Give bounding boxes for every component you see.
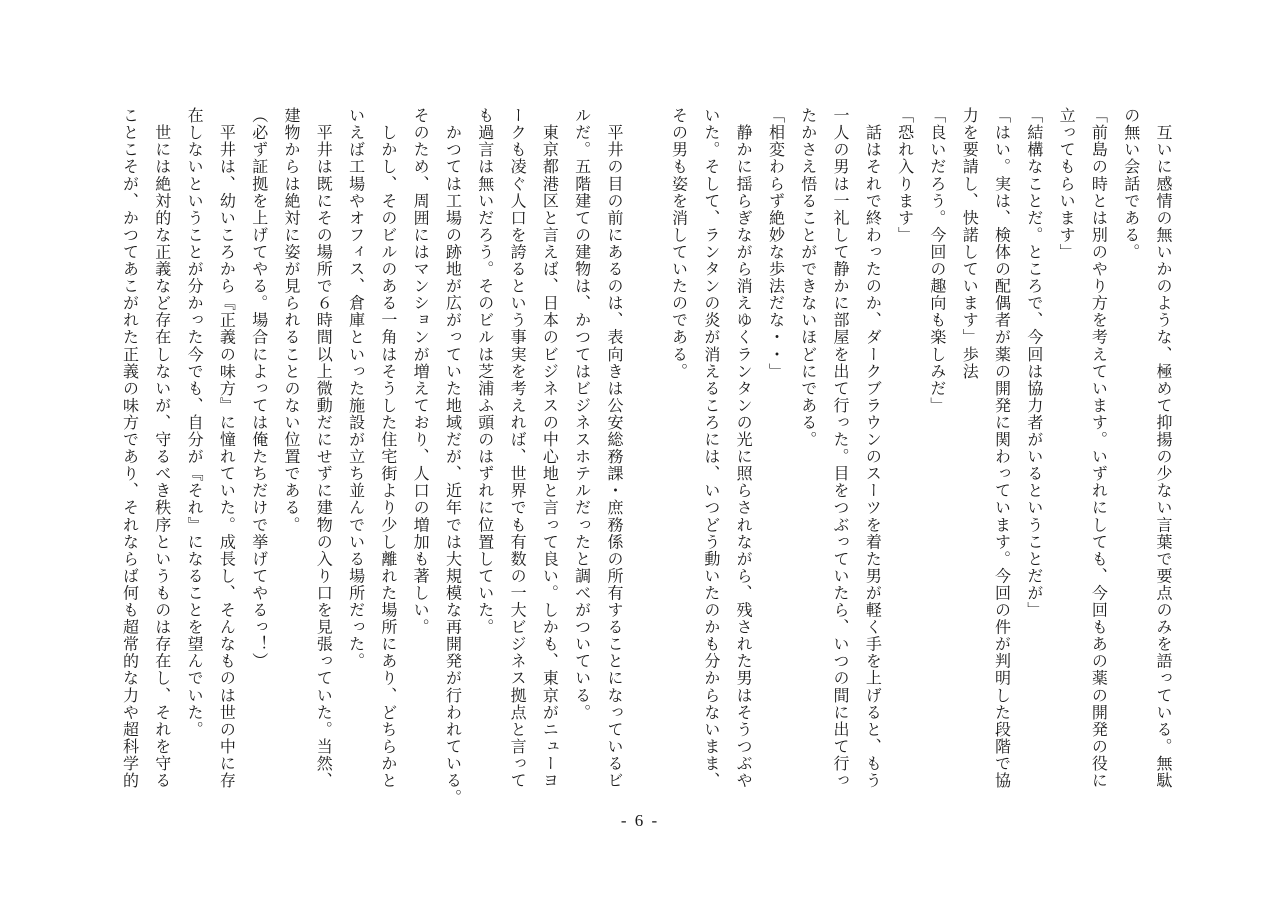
- text-line: （必ず証拠を上げてやる。場合によっては俺たちだけで挙げてやるっ！）: [249, 107, 267, 670]
- text-line: 話はそれで終わったのか、ダークブラウンのスーツを着た男が軽く手を上げると、もう: [863, 107, 881, 789]
- text-line: ことこそが、かつてあこがれた正義の味方であり、それならば何も超常的な力や超科学的: [120, 107, 138, 789]
- text-line: 平井は既にその場所で６時間以上微動だにせずに建物の入り口を見張っていた。当然、: [314, 107, 332, 789]
- text-line: 「はい。実は、検体の配偶者が薬の開発に関わっています。今回の件が判明した段階で協: [992, 107, 1010, 789]
- text-line: その男も姿を消していたのである。: [669, 107, 687, 380]
- text-line: ークも凌ぐ人口を誇るという事実を考えれば、世界でも有数の一大ビジネス拠点と言って: [508, 107, 526, 789]
- text-line: 世には絶対的な正義など存在しないが、守るべき秩序というものは存在し、それを守る: [152, 107, 170, 789]
- text-line: 力を要請し、快諾しています」歩法: [960, 107, 978, 380]
- text-line: 「良いだろう。今回の趣向も楽しみだ」: [927, 107, 945, 414]
- page-number: - 6 -: [620, 811, 660, 830]
- text-line: の無い会話である。: [1121, 107, 1139, 261]
- text-line: ルだ。五階建ての建物は、かつてはビジネスホテルだったと調べがついている。: [572, 107, 590, 721]
- text-line: 静かに揺らぎながら消えゆくランタンの光に照らされながら、残された男はそうつぶや: [734, 107, 752, 789]
- text-line-blank: [629, 107, 661, 797]
- text-line: 平井の目の前にあるのは、表向きは公安総務課・庶務係の所有することになっているビ: [604, 107, 622, 789]
- vertical-text-block: [112, 107, 1178, 807]
- text-line: かつては工場の跡地が広がっていた地域だが、近年では大規模な再開発が行われている。: [443, 107, 461, 807]
- text-line: 「相変わらず絶妙な歩法だな・・」: [766, 107, 784, 380]
- text-line: 平井は、幼いころから『正義の味方』に憧れていた。成長し、そんなものは世の中に存: [217, 107, 235, 789]
- text-line: 建物からは絶対に姿が見られることのない位置である。: [281, 107, 299, 534]
- text-line: 立ってもらいます」: [1057, 107, 1075, 261]
- text-line: そのため、周囲にはマンションが増えており、人口の増加も著しい。: [411, 107, 429, 636]
- text-line: 在しないということが分かった今でも、自分が『それ』になることを望んでいた。: [185, 107, 203, 738]
- text-line: 「恐れ入ります」: [895, 107, 913, 244]
- text-line: 「結構なことだ。ところで、今回は協力者がいるということだが」: [1024, 107, 1042, 619]
- text-line: 互いに感情の無いかのような、極めて抑揚の少ない言葉で要点のみを語っている。無駄: [1154, 107, 1171, 789]
- text-line: も過言は無いだろう。そのビルは芝浦ふ頭のはずれに位置していた。: [475, 107, 493, 636]
- text-line: いえば工場やオフィス、倉庫といった施設が立ち並んでいる場所だった。: [346, 107, 364, 670]
- text-line: しかし、そのビルのある一角はそうした住宅街より少し離れた場所にあり、どちらかと: [378, 107, 396, 789]
- text-line: 一人の男は一礼して静かに部屋を出て行った。目をつぶっていたら、いつの間に出て行っ: [831, 107, 849, 789]
- text-line: 東京都港区と言えば、日本のビジネスの中心地と言って良い。しかも、東京がニューヨ: [540, 107, 558, 789]
- text-line: たかさえ悟ることができないほどにである。: [798, 107, 816, 448]
- text-line: 「前島の時とは別のやり方を考えています。いずれにしても、今回もあの薬の開発の役に: [1089, 107, 1107, 789]
- text-line: いた。そして、ランタンの炎が消えるころには、いつどう動いたのかも分からないまま、: [701, 107, 719, 789]
